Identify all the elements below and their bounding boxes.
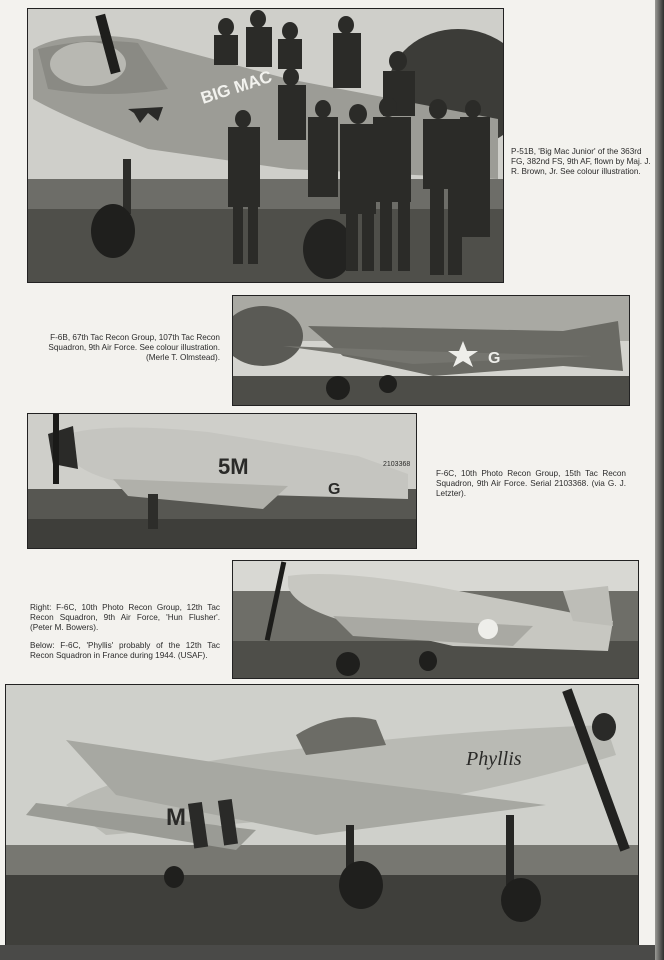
phyllis-code-m: M (166, 804, 186, 831)
big-mac-junior-image (28, 9, 503, 282)
caption-f6c-15th: F-6C, 10th Photo Recon Group, 15th Tac Recon Squadron, 9th Air Force. Serial 2103368. (via G. J. Letzter). (436, 469, 626, 498)
page-binding-edge (655, 0, 664, 960)
f6c-15th-image (28, 414, 416, 548)
big-mac-nose-art: BIG MAC (198, 66, 275, 108)
f6b-image (233, 296, 629, 405)
photo-f6c-hun-flusher (232, 560, 639, 679)
phyllis-image (6, 685, 638, 945)
hun-flusher-image (233, 561, 638, 678)
caption-big-mac-junior: P-51B, 'Big Mac Junior' of the 363rd FG, 382nd FS, 9th AF, flown by Maj. J. R. Brown, Jr. See colour illustration. (511, 147, 651, 176)
f6c-15th-code-g: G (328, 481, 341, 498)
photo-big-mac-junior (27, 8, 504, 283)
caption-f6c-phyllis: Below: F-6C, 'Phyllis' probably of the 12th Tac Recon Squadron in France during 1944. (USAF). (30, 641, 220, 660)
phyllis-nose-art: Phyllis (466, 748, 522, 770)
caption-f6b-67th: F-6B, 67th Tac Recon Group, 107th Tac Recon Squadron, 9th Air Force. See colour illustration. (Merle T. Olmstead). (48, 333, 220, 362)
photo-f6c-15th (27, 413, 417, 549)
photo-f6c-phyllis (5, 684, 639, 945)
caption-f6c-hun-flusher-block (30, 603, 220, 669)
caption-f6c-hun-flusher: Right: F-6C, 10th Photo Recon Group, 12th Tac Recon Squadron, 9th Air Force, 'Hun Flusher'. (Peter M. Bowers). (30, 603, 220, 632)
f6c-15th-code-5m: 5M (218, 454, 249, 479)
f6b-code-letter: G (488, 350, 501, 367)
photo-f6b-67th (232, 295, 630, 406)
f6c-15th-serial: 2103368 (383, 461, 411, 468)
